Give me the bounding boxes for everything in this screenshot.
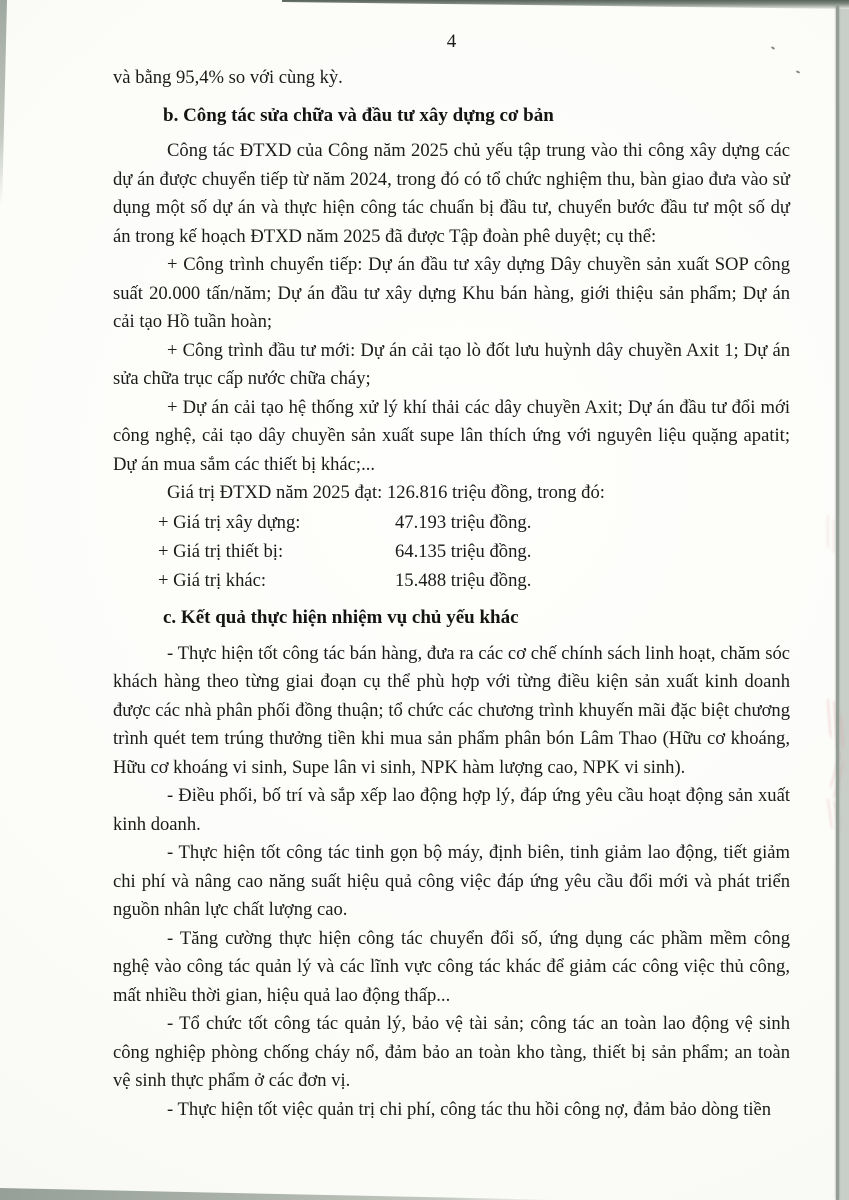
- paper-edge-right: [836, 5, 839, 1200]
- paragraph: - Tăng cường thực hiện công tác chuyển đổi số, ứng dụng các phầm mềm công nghệ vào công tác quản lý và các lĩnh vực công tác khác để giảm các công việc thủ công, mất nhiều thời gian, hiệu quả lao động thấp...: [113, 927, 790, 1006]
- document-body: [113, 64, 790, 1124]
- paragraph: - Thực hiện tốt việc quản trị chi phí, công tác thu hồi công nợ, đảm bảo dòng tiền: [167, 1098, 772, 1120]
- value-amount: 64.135 triệu đồng.: [395, 540, 532, 562]
- value-label: + Giá trị khác:: [158, 569, 267, 591]
- paragraph: và bằng 95,4% so với cùng kỳ.: [113, 67, 343, 88]
- paragraph: - Thực hiện tốt công tác tinh gọn bộ máy, định biên, tinh giảm lao động, tiết giảm chi phí và nâng cao năng suất hiệu quả công việc đáp ứng yêu cầu đổi mới và phát triển nguồn nhân lực chất lượng cao.: [113, 842, 790, 921]
- paragraph: Công tác ĐTXD của Công năm 2025 chủ yếu tập trung vào thi công xây dựng các dự án được chuyển tiếp từ năm 2024, trong đó có tổ chức nghiệm thu, bàn giao đưa vào sử dụng một số dự án và thực hiện công tác chuẩn bị đầu tư, chuyển bước đầu tư một số dự án trong kế hoạch ĐTXD năm 2025 đã được Tập đoàn phê duyệt; cụ thể:: [113, 140, 790, 247]
- paragraph: - Điều phối, bố trí và sắp xếp lao động hợp lý, đáp ứng yêu cầu hoạt động sản xuất kinh doanh.: [113, 785, 790, 835]
- paragraph: + Dự án cải tạo hệ thống xử lý khí thải các dây chuyền Axit; Dự án đầu tư đổi mới công nghệ, cải tạo dây chuyền sản xuất supe lân thích ứng với nguyên liệu quặng apatit; Dự án mua sắm các thiết bị khác;...: [113, 396, 790, 475]
- section-heading: b. Công tác sửa chữa và đầu tư xây dựng cơ bản: [163, 104, 554, 126]
- ink-bleedthrough-mark: [821, 797, 846, 834]
- value-amount: 15.488 triệu đồng.: [395, 569, 532, 591]
- page-number: 4: [446, 31, 457, 52]
- value-label: + Giá trị xây dựng:: [158, 511, 301, 533]
- paragraph: + Công trình đầu tư mới: Dự án cải tạo lò đốt lưu huỳnh dây chuyền Axit 1; Dự án sửa chữa trục cấp nước chữa cháy;: [113, 339, 790, 389]
- scan-speck: [796, 70, 800, 74]
- section-heading: c. Kết quả thực hiện nhiệm vụ chủ yếu khác: [163, 607, 519, 629]
- paragraph: Giá trị ĐTXD năm 2025 đạt: 126.816 triệu đồng, trong đó:: [167, 482, 605, 503]
- paragraph: - Tổ chức tốt công tác quản lý, bảo vệ tài sản; công tác an toàn lao động vệ sinh công nghiệp phòng chống cháy nổ, đảm bảo an toàn kho tàng, thiết bị sản phẩm; an toàn vệ sinh thực phẩm ở các đơn vị.: [113, 1013, 790, 1092]
- paragraph: - Thực hiện tốt công tác bán hàng, đưa ra các cơ chế chính sách linh hoạt, chăm sóc khách hàng theo từng giai đoạn cụ thể phù hợp với từng điều kiện sản xuất kinh doanh được các nhà phân phối đồng thuận; tổ chức các chương trình khuyến mãi đặc biệt chương trình quét tem trúng thưởng tiền khi mua sản phẩm phân bón Lâm Thao (Hữu cơ khoáng, Hữu cơ khoáng vi sinh, Supe lân vi sinh, NPK hàm lượng cao, NPK vi sinh).: [113, 642, 790, 778]
- value-row: [113, 508, 790, 537]
- paragraph: + Công trình chuyển tiếp: Dự án đầu tư xây dựng Dây chuyền sản xuất SOP công suất 20.000 tấn/năm; Dự án đầu tư xây dựng Khu bán hàng, giới thiệu sản phẩm; Dự án cải tạo Hồ tuần hoàn;: [113, 254, 790, 332]
- value-amount: 47.193 triệu đồng.: [395, 511, 532, 533]
- value-row: [113, 537, 790, 566]
- value-row: [113, 566, 790, 595]
- ink-bleedthrough-mark: [821, 697, 849, 751]
- value-label: + Giá trị thiết bị:: [158, 540, 284, 562]
